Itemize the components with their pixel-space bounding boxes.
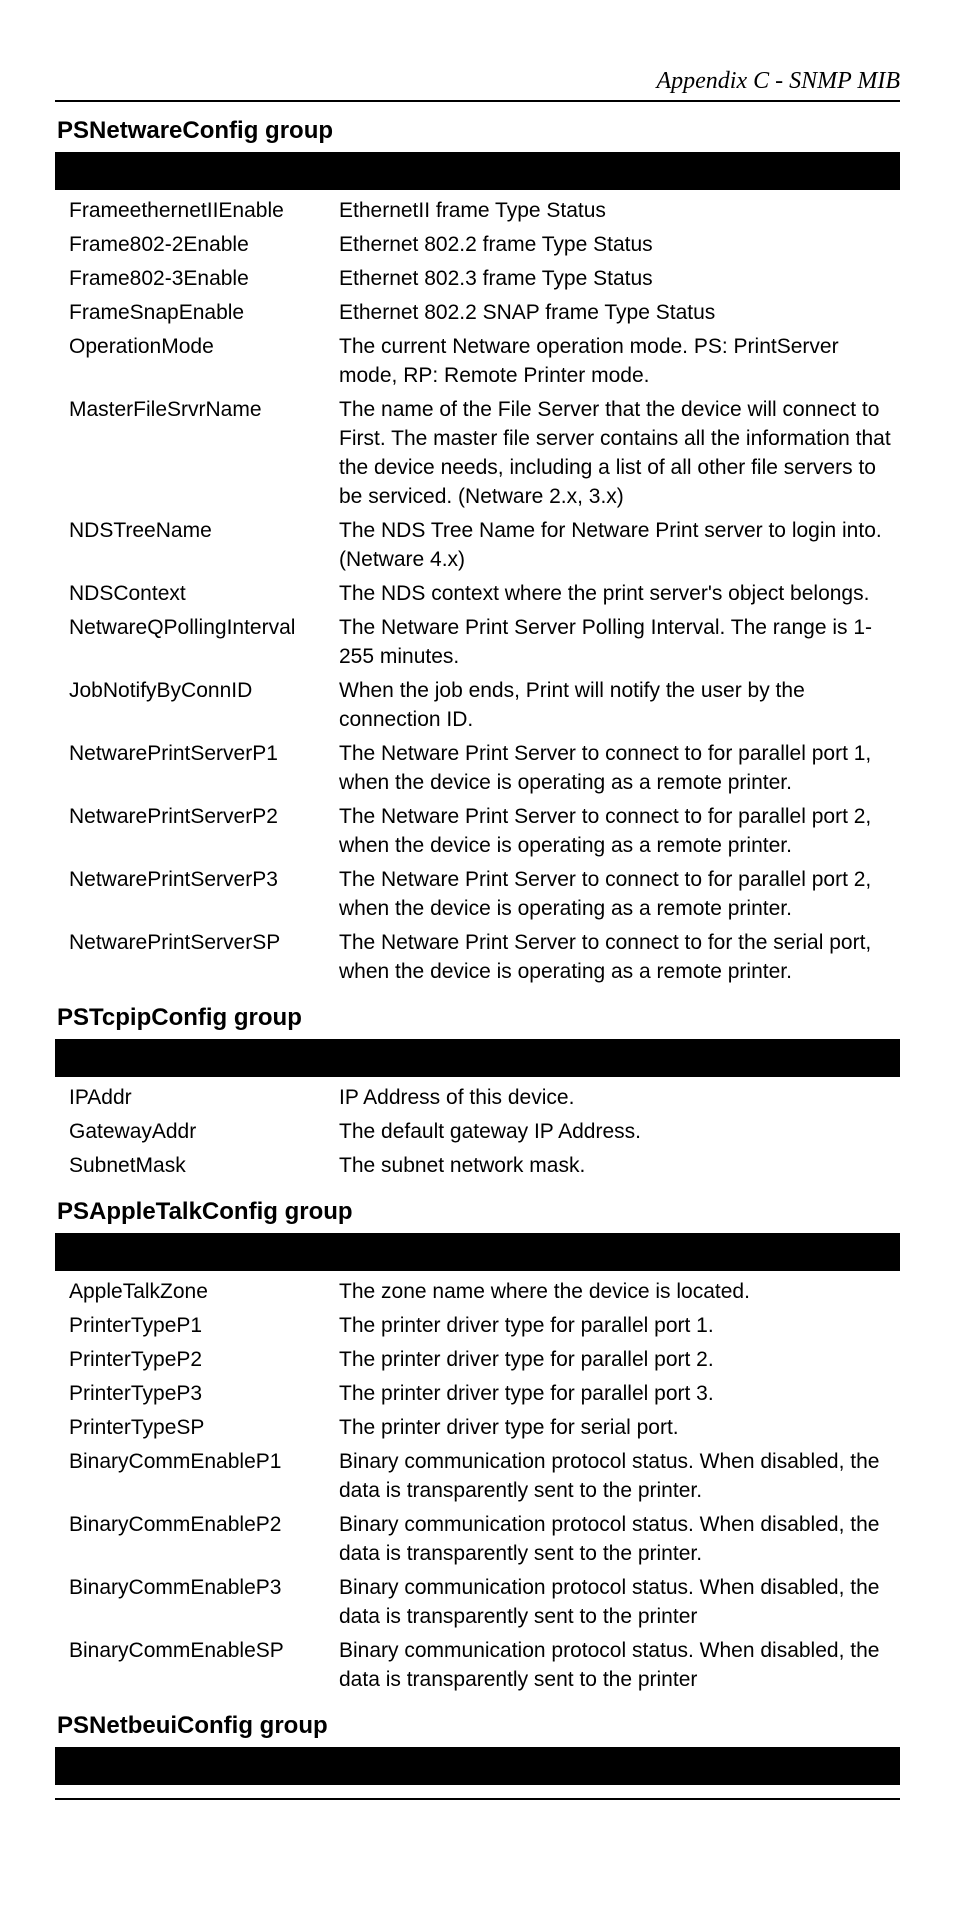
table-row (55, 802, 900, 860)
table-row (55, 264, 900, 293)
object-description: The subnet network mask. (339, 1154, 586, 1177)
table-row (55, 196, 900, 225)
group-rows (55, 190, 900, 999)
object-description: The Netware Print Server to connect to for parallel port 2, when the device is operating as a remote printer. (339, 805, 872, 857)
object-description: Binary communication protocol status. When disabled, the data is transparently sent to the printer. (339, 1513, 880, 1565)
object-name: SubnetMask (69, 1154, 186, 1177)
running-header: Appendix C - SNMP MIB (656, 68, 900, 94)
object-name: BinaryCommEnableP2 (69, 1513, 282, 1536)
object-name: NetwareQPollingInterval (69, 616, 296, 639)
table-row (55, 579, 900, 608)
object-name: FrameSnapEnable (69, 301, 245, 324)
object-name: NetwarePrintServerP2 (69, 805, 278, 828)
object-name: PrinterTypeP1 (69, 1314, 203, 1337)
table-row (55, 1413, 900, 1442)
group-psappletalkconfig (55, 1193, 900, 1707)
object-description: The NDS Tree Name for Netware Print server to login into. (Netware 4.x) (339, 519, 882, 571)
object-description: When the job ends, Print will notify the user by the connection ID. (339, 679, 805, 731)
object-name: BinaryCommEnableP3 (69, 1576, 282, 1599)
object-name: PrinterTypeP2 (69, 1348, 203, 1371)
object-description: The current Netware operation mode. PS: PrintServer mode, RP: Remote Printer mode. (339, 335, 839, 387)
object-description: The zone name where the device is located. (339, 1280, 750, 1303)
object-description: Binary communication protocol status. When disabled, the data is transparently sent to the printer. (339, 1450, 880, 1502)
header-rule (55, 100, 900, 102)
table-row (55, 1117, 900, 1146)
group-pstcpipconfig (55, 999, 900, 1193)
table-row (55, 928, 900, 986)
table-row (55, 1083, 900, 1112)
table-row (55, 676, 900, 734)
object-description: The default gateway IP Address. (339, 1120, 641, 1143)
group-title: PSNetwareConfig group (57, 117, 334, 144)
group-title: PSAppleTalkConfig group (57, 1198, 353, 1225)
object-name: NetwarePrintServerSP (69, 931, 281, 954)
table-row (55, 1510, 900, 1568)
group-rows (55, 1271, 900, 1707)
object-name: NetwarePrintServerP1 (69, 742, 278, 765)
object-name: PrinterTypeSP (69, 1416, 205, 1439)
group-title: PSNetbeuiConfig group (57, 1712, 328, 1739)
object-description: The name of the File Server that the device will connect to First. The master file server contains all the information that the device needs, including a list of all other file servers to be serviced. (Netware 2.x, 3.x) (339, 398, 891, 508)
table-header-bar (55, 152, 900, 190)
object-description: The printer driver type for parallel port 3. (339, 1382, 714, 1405)
table-row (55, 332, 900, 390)
table-row (55, 1345, 900, 1374)
object-name: JobNotifyByConnID (69, 679, 253, 702)
table-row (55, 1636, 900, 1694)
table-header-bar (55, 1233, 900, 1271)
group-psnetwareconfig (55, 112, 900, 999)
table-row (55, 516, 900, 574)
object-description: Ethernet 802.3 frame Type Status (339, 267, 653, 290)
table-row (55, 739, 900, 797)
group-psnetbeuiconfig (55, 1707, 900, 1785)
table-row (55, 1151, 900, 1180)
table-row (55, 298, 900, 327)
table-header-bar (55, 1747, 900, 1785)
object-name: PrinterTypeP3 (69, 1382, 203, 1405)
page-content (55, 112, 900, 1785)
table-row (55, 1311, 900, 1340)
object-name: NetwarePrintServerP3 (69, 868, 278, 891)
object-description: EthernetII frame Type Status (339, 199, 606, 222)
table-row (55, 395, 900, 511)
object-description: The Netware Print Server to connect to for the serial port, when the device is operating as a remote printer. (339, 931, 872, 983)
object-name: Frame802-3Enable (69, 267, 249, 290)
object-description: The Netware Print Server to connect to for parallel port 1, when the device is operating as a remote printer. (339, 742, 872, 794)
object-name: NDSTreeName (69, 519, 212, 542)
group-rows (55, 1077, 900, 1193)
object-description: Binary communication protocol status. When disabled, the data is transparently sent to the printer (339, 1639, 880, 1691)
table-row (55, 230, 900, 259)
object-name: BinaryCommEnableSP (69, 1639, 284, 1662)
table-row (55, 865, 900, 923)
object-name: MasterFileSrvrName (69, 398, 262, 421)
object-description: The printer driver type for parallel port 2. (339, 1348, 714, 1371)
object-name: IPAddr (69, 1086, 132, 1109)
table-row (55, 613, 900, 671)
footer-rule (55, 1798, 900, 1800)
table-row (55, 1447, 900, 1505)
object-name: NDSContext (69, 582, 186, 605)
object-name: AppleTalkZone (69, 1280, 208, 1303)
object-description: The NDS context where the print server's object belongs. (339, 582, 870, 605)
object-name: FrameethernetIIEnable (69, 199, 284, 222)
object-name: Frame802-2Enable (69, 233, 249, 256)
object-name: OperationMode (69, 335, 214, 358)
object-description: The Netware Print Server Polling Interval. The range is 1-255 minutes. (339, 616, 873, 668)
table-row (55, 1277, 900, 1306)
object-description: IP Address of this device. (339, 1086, 575, 1109)
object-name: BinaryCommEnableP1 (69, 1450, 282, 1473)
object-description: Ethernet 802.2 frame Type Status (339, 233, 653, 256)
object-description: The Netware Print Server to connect to for parallel port 2, when the device is operating as a remote printer. (339, 868, 872, 920)
object-name: GatewayAddr (69, 1120, 197, 1143)
table-header-bar (55, 1039, 900, 1077)
table-row (55, 1379, 900, 1408)
group-title: PSTcpipConfig group (57, 1004, 302, 1031)
object-description: The printer driver type for serial port. (339, 1416, 679, 1439)
table-row (55, 1573, 900, 1631)
object-description: Binary communication protocol status. When disabled, the data is transparently sent to the printer (339, 1576, 880, 1628)
object-description: Ethernet 802.2 SNAP frame Type Status (339, 301, 716, 324)
object-description: The printer driver type for parallel port 1. (339, 1314, 714, 1337)
